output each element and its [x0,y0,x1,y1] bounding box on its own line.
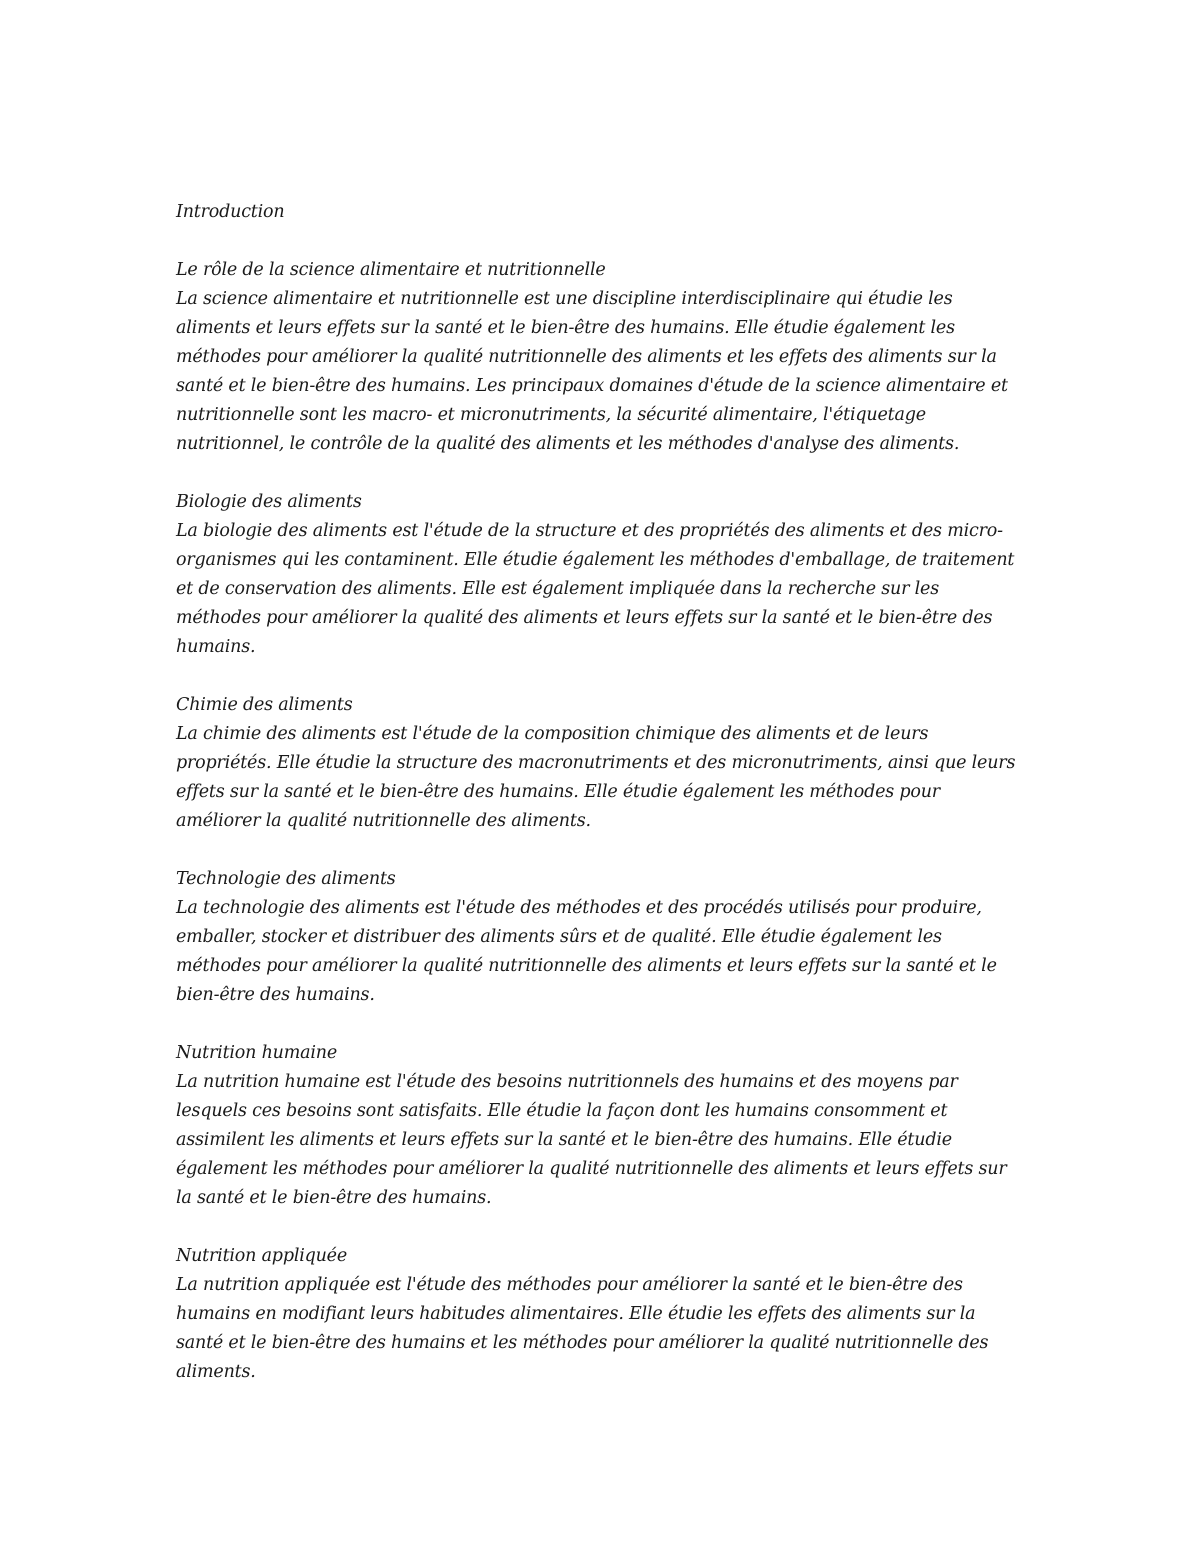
section-nutrition-humaine [176,1039,1026,1213]
section-body: La nutrition humaine est l'étude des besoins nutritionnels des humains et des moyens par lesquels ces besoins sont satisfaits. Elle étudie la façon dont les humains consomment et assimilent les aliments et leurs effets sur la santé et le bien-être des humains. Elle étudie également les méthodes pour améliorer la qualité nutritionnelle des aliments et leurs effets sur la santé et le bien-être des humains. [176,1072,1007,1208]
section-role-science [176,256,1026,459]
section-body: La technologie des aliments est l'étude des méthodes et des procédés utilisés pour produire, emballer, stocker et distribuer des aliments sûrs et de qualité. Elle étudie également les méthodes pour améliorer la qualité nutritionnelle des aliments et leurs effets sur la santé et le bien-être des humains. [176,898,997,1005]
section-body: La science alimentaire et nutritionnelle est une discipline interdisciplinaire qui étudie les aliments et leurs effets sur la santé et le bien-être des humains. Elle étudie également les méthodes pour améliorer la qualité nutritionnelle des aliments et les effets des aliments sur la santé et le bien-être des humains. Les principaux domaines d'étude de la science alimentaire et nutritionnelle sont les macro- et micronutriments, la sécurité alimentaire, l'étiquetage nutritionnel, le contrôle de la qualité des aliments et les méthodes d'analyse des aliments. [176,289,1008,454]
section-heading: Nutrition appliquée [176,1246,347,1266]
section-heading: Technologie des aliments [176,869,396,889]
document-title: Introduction [176,202,285,222]
section-body: La chimie des aliments est l'étude de la composition chimique des aliments et de leurs propriétés. Elle étudie la structure des macronutriments et des micronutriments, ainsi que leurs effets sur la santé et le bien-être des humains. Elle étudie également les méthodes pour améliorer la qualité nutritionnelle des aliments. [176,724,1016,831]
section-heading: Le rôle de la science alimentaire et nutritionnelle [176,260,606,280]
section-body: La biologie des aliments est l'étude de la structure et des propriétés des aliments et des micro-organismes qui les contaminent. Elle étudie également les méthodes d'emballage, de traitement et de conservation des aliments. Elle est également impliquée dans la recherche sur les méthodes pour améliorer la qualité des aliments et leurs effets sur la santé et le bien-être des humains. [176,521,1015,657]
section-body: La nutrition appliquée est l'étude des méthodes pour améliorer la santé et le bien-être des humains en modifiant leurs habitudes alimentaires. Elle étudie les effets des aliments sur la santé et le bien-être des humains et les méthodes pour améliorer la qualité nutritionnelle des aliments. [176,1275,989,1382]
section-biologie [176,488,1026,662]
section-nutrition-appliquee [176,1242,1026,1387]
section-heading: Nutrition humaine [176,1043,337,1063]
document-content [176,198,1026,1416]
section-heading: Biologie des aliments [176,492,362,512]
section-heading: Chimie des aliments [176,695,353,715]
section-technologie [176,865,1026,1010]
section-chimie [176,691,1026,836]
